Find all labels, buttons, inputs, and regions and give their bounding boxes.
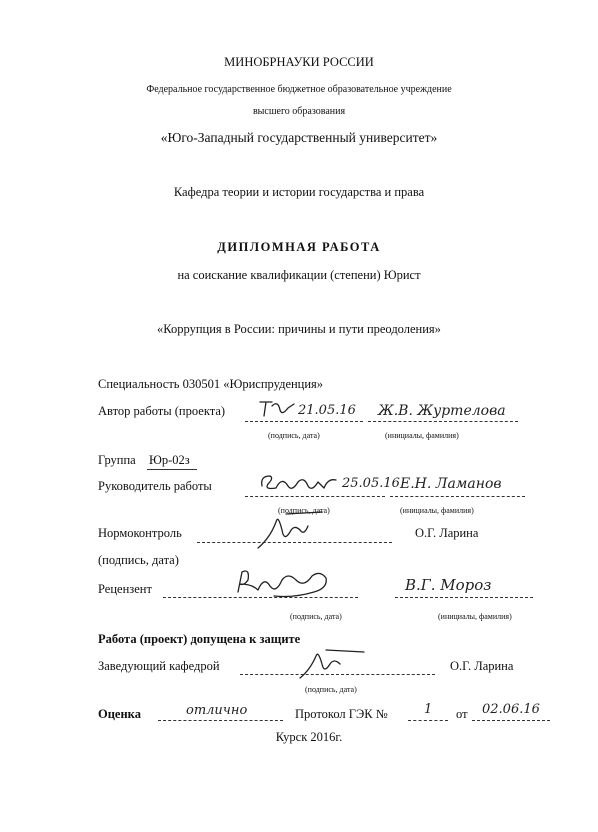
author-name-handwritten: Ж.В. Журтелова: [378, 403, 506, 419]
protocol-date-line: [472, 720, 550, 721]
reviewer-label: Рецензент: [98, 582, 152, 596]
author-caption-initials: (инициалы, фамилия): [385, 431, 459, 440]
protocol-number-line: [408, 720, 448, 721]
normcontrol-signature: [256, 508, 336, 554]
normcontrol-name: О.Г. Ларина: [415, 526, 479, 540]
protocol-from-label: от: [456, 707, 468, 721]
reviewer-caption-sign-date: (подпись, дата): [290, 612, 342, 621]
document-heading: ДИПЛОМНАЯ РАБОТА: [217, 240, 381, 254]
author-caption-sign-date: (подпись, дата): [268, 431, 320, 440]
author-label: Автор работы (проекта): [98, 404, 226, 418]
thesis-topic: «Коррупция в России: причины и пути преодоления»: [157, 322, 441, 336]
supervisor-signature-date: 25.05.16: [342, 476, 400, 491]
document-subtitle: на соискание квалификации (степени) Юрист: [177, 268, 421, 282]
grade-label: Оценка: [98, 707, 141, 721]
university-name: «Юго-Западный государственный университет»: [160, 130, 438, 145]
city-year: Курск 2016г.: [275, 730, 343, 744]
head-name: О.Г. Ларина: [450, 659, 514, 673]
ministry-name: МИНОБРНАУКИ РОССИИ: [224, 55, 374, 69]
head-caption-sign-date: (подпись, дата): [305, 685, 357, 694]
grade-value-handwritten: отлично: [186, 703, 248, 718]
group-underline: [147, 469, 197, 470]
group-label: Группа: [98, 453, 136, 467]
author-signature: [258, 398, 298, 420]
institution-type-line1: Федеральное государственное бюджетное образовательное учреждение: [146, 84, 452, 95]
protocol-number-handwritten: 1: [424, 702, 433, 717]
supervisor-label: Руководитель работы: [98, 479, 212, 493]
grade-line: [158, 720, 283, 721]
supervisor-caption-sign-date: (подпись, дата): [278, 506, 330, 515]
supervisor-signature: [258, 470, 340, 498]
author-signature-date: 21.05.16: [298, 403, 356, 418]
reviewer-signature: [234, 566, 330, 604]
group-value: Юр-02з: [149, 453, 190, 467]
protocol-date-handwritten: 02.06.16: [482, 702, 540, 717]
head-label: Заведующий кафедрой: [98, 659, 220, 673]
author-signature-line: [245, 421, 363, 422]
supervisor-name-line: [390, 496, 525, 497]
specialty-line: Специальность 030501 «Юриспруденция»: [98, 377, 324, 391]
head-signature: [298, 646, 368, 682]
supervisor-caption-initials: (инициалы, фамилия): [400, 506, 474, 515]
reviewer-name-handwritten: В.Г. Мороз: [405, 576, 492, 594]
normcontrol-label: Нормоконтроль: [98, 526, 182, 540]
author-name-line: [368, 421, 518, 422]
supervisor-name-handwritten: Е.Н. Ламанов: [400, 476, 502, 492]
reviewer-name-line: [395, 597, 533, 598]
normcontrol-caption: (подпись, дата): [98, 553, 179, 567]
reviewer-caption-initials: (инициалы, фамилия): [438, 612, 512, 621]
admitted-statement: Работа (проект) допущена к защите: [98, 632, 301, 646]
department-name: Кафедра теории и истории государства и права: [173, 185, 425, 199]
protocol-label: Протокол ГЭК №: [295, 707, 388, 721]
institution-type-line2: высшего образования: [252, 106, 346, 117]
